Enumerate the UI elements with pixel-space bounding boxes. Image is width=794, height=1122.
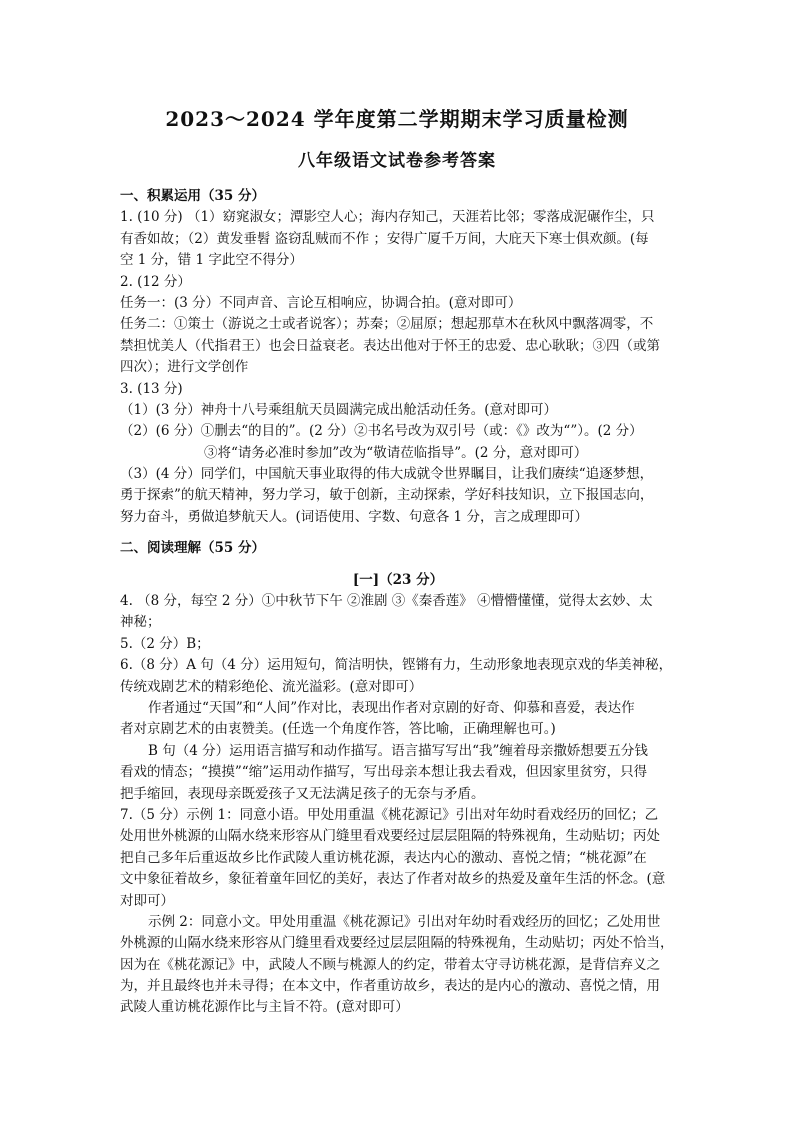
answer-line: 禁担忧美人（代指君王）也会日益衰老。表达出他对于怀王的忠爱、忠心耿耿；③四（或第 — [120, 337, 660, 354]
answer-line: 因为在《桃花源记》中，武陵人不顾与桃源人的约定，带着太守寻访桃花源，是背信弃义之 — [120, 956, 660, 973]
answer-line: （3）(4 分）同学们，中国航天事业取得的伟大成就令世界瞩目，让我们赓续“追逐梦想， — [120, 466, 654, 483]
answer-line: 作者通过“天国”和“人间”作对比，表现出作者对京剧的好奇、仰慕和喜爱，表达作 — [148, 699, 635, 716]
section-heading: 二、阅读理解（55 分） — [120, 540, 265, 557]
answer-line: 武陵人重访桃花源作比与主旨不符。(意对即可） — [120, 999, 409, 1016]
answer-line: 4. （8 分，每空 2 分）①中秋节下午 ②淮剧 ③《秦香莲》 ④懵懵懂懂，觉得太玄妙、太 — [120, 593, 653, 610]
answer-line: 空 1 分，错 1 字此空不得分） — [120, 252, 303, 269]
answer-line: 神秘； — [120, 614, 161, 631]
answer-line: 为，并且最终也并未寻得；在本文中，作者重访故乡，表达的是内心的激动、喜悦之情，用 — [120, 978, 660, 995]
answer-line: 努力奋斗，勇做追梦航天人。(词语使用、字数、句意各 1 分，言之成理即可） — [120, 508, 588, 525]
answer-line: 7.（5 分）示例 1：同意小语。甲处用重温《桃花源记》引出对年幼时看戏经历的回忆；乙 — [120, 806, 659, 823]
answer-line: 文中象征着故乡，象征着童年回忆的美好，表达了作者对故乡的热爱及童年生活的怀念。(意 — [120, 871, 666, 888]
subsection-heading: [一]（23 分） — [352, 571, 444, 588]
answer-line: 传统戏剧艺术的精彩绝伦、流光溢彩。(意对即可） — [120, 678, 423, 695]
answer-line: （1）(3 分）神舟十八号乘组航天员圆满完成出舱活动任务。(意对即可） — [120, 401, 558, 418]
answer-line: 处用世外桃源的山隔水绕来形容从门缝里看戏要经过层层阻隔的特殊视角，生动贴切；丙处 — [120, 828, 660, 845]
answer-line: 任务一：(3 分）不同声音、言论互相响应，协调合拍。(意对即可） — [120, 294, 522, 311]
section-heading: 一、积累运用（35 分） — [120, 188, 265, 204]
answer-line: 有香如故；（2）黄发垂髫 盗窃乱贼而不作 ；安得广厦千万间，大庇天下寒士俱欢颜。(每 — [120, 230, 649, 247]
answer-body — [120, 186, 676, 1019]
answer-line: 任务二：①策士（游说之士或者说客）；苏秦；②屈原；想起那草木在秋风中飘落凋零，不 — [120, 316, 654, 333]
answer-line: 四次）；进行文学创作 — [120, 359, 249, 376]
answer-line: 对即可） — [120, 892, 174, 909]
page-subtitle: 八年级语文试卷参考答案 — [298, 151, 496, 171]
answer-line: 者对京剧艺术的由衷赞美。(任选一个角度作答，答比喻，正确理解也可。) — [120, 721, 556, 738]
page-title: 2023～2024 学年度第二学期期末学习质量检测 — [165, 107, 629, 131]
answer-line: ③将“请务必准时参加”改为“敬请莅临指导”。(2 分，意对即可） — [204, 444, 588, 461]
answer-line: 1. (10 分) （1）窈窕淑女；潭影空人心；海内存知己，天涯若比邻；零落成泥碾作尘，只 — [120, 209, 655, 226]
answer-line: 勇于探索”的航天精神，努力学习，敏于创新，主动探索，学好科技知识，立下报国志向， — [120, 487, 654, 504]
answer-line: 5.（2 分）B； — [120, 635, 210, 652]
answer-line: 把手缩回，表现母亲既爱孩子又无法满足孩子的无奈与矛盾。 — [120, 785, 485, 802]
answer-line: 3. (13 分) — [120, 380, 183, 397]
answer-line: 2. (12 分） — [120, 273, 191, 290]
answer-line: 外桃源的山隔水绕来形容从门缝里看戏要经过层层阻隔的特殊视角，生动贴切；丙处不恰当， — [120, 935, 674, 952]
answer-line: B 句（4 分）运用语言描写和动作描写。语言描写写出“我”缠着母亲撒娇想要五分钱 — [148, 742, 648, 759]
answer-line: （2）(6 分）①删去“的目的”。(2 分）②书名号改为双引号（或：《》改为“”）。(2 分） — [120, 423, 643, 440]
answer-line: 把自己多年后重返故乡比作武陵人重访桃花源，表达内心的激动、喜悦之情；“桃花源”在 — [120, 849, 647, 866]
answer-line: 看戏的情态；“摸摸”“缩”运用动作描写，写出母亲本想让我去看戏，但因家里贫穷，只得 — [120, 764, 648, 781]
answer-line: 6.（8 分）A 句（4 分）运用短句，简洁明快，铿锵有力，生动形象地表现京戏的华美神秘， — [120, 657, 673, 674]
answer-line: 示例 2：同意小文。甲处用重温《桃花源记》引出对年幼时看戏经历的回忆；乙处用世 — [148, 913, 661, 930]
